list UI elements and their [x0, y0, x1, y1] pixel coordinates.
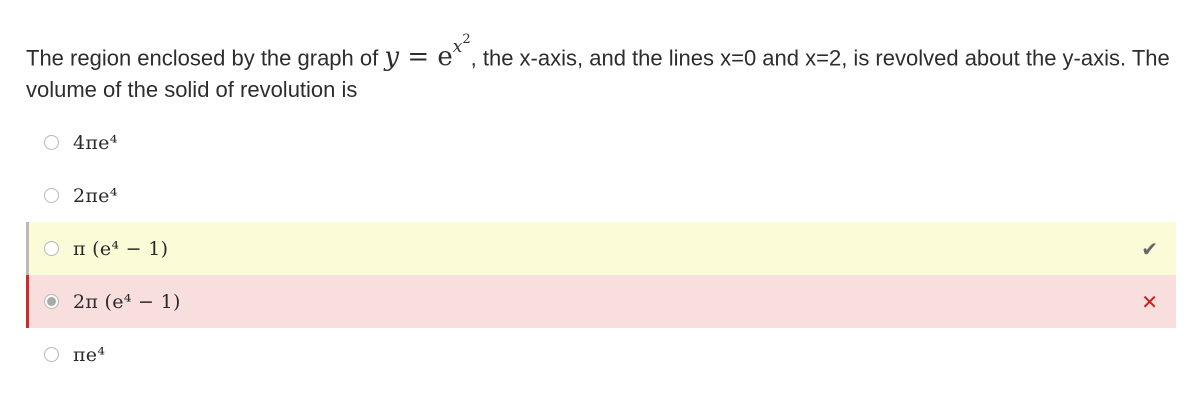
- cross-icon: ✕: [1141, 289, 1158, 314]
- radio-button[interactable]: [44, 188, 59, 203]
- check-icon: ✔: [1141, 236, 1158, 261]
- option-label: 4πe⁴: [73, 131, 118, 154]
- option-5[interactable]: [26, 328, 1176, 381]
- question-text: [26, 30, 1186, 106]
- question-text-before: The region enclosed by the graph of: [26, 45, 385, 71]
- option-label: 2πe⁴: [73, 184, 118, 207]
- radio-button-selected[interactable]: [44, 294, 59, 309]
- option-1[interactable]: [26, 116, 1176, 169]
- answer-options: [26, 116, 1176, 381]
- question-equation: $y = e^{x^2}$: [384, 32, 471, 73]
- radio-button[interactable]: [44, 135, 59, 150]
- option-label: πe⁴: [73, 343, 106, 366]
- option-label: π (e⁴ − 1): [73, 237, 169, 260]
- option-2[interactable]: [26, 169, 1176, 222]
- radio-button[interactable]: [44, 241, 59, 256]
- option-3-correct[interactable]: [26, 222, 1176, 275]
- question-text-after: , the x-axis, and the lines x=0 and x=2, is revolved about the y-axis. The volume of the solid of revolution is: [26, 45, 1170, 103]
- option-label: 2π (e⁴ − 1): [73, 290, 181, 313]
- radio-button[interactable]: [44, 347, 59, 362]
- option-4-incorrect[interactable]: [26, 275, 1176, 328]
